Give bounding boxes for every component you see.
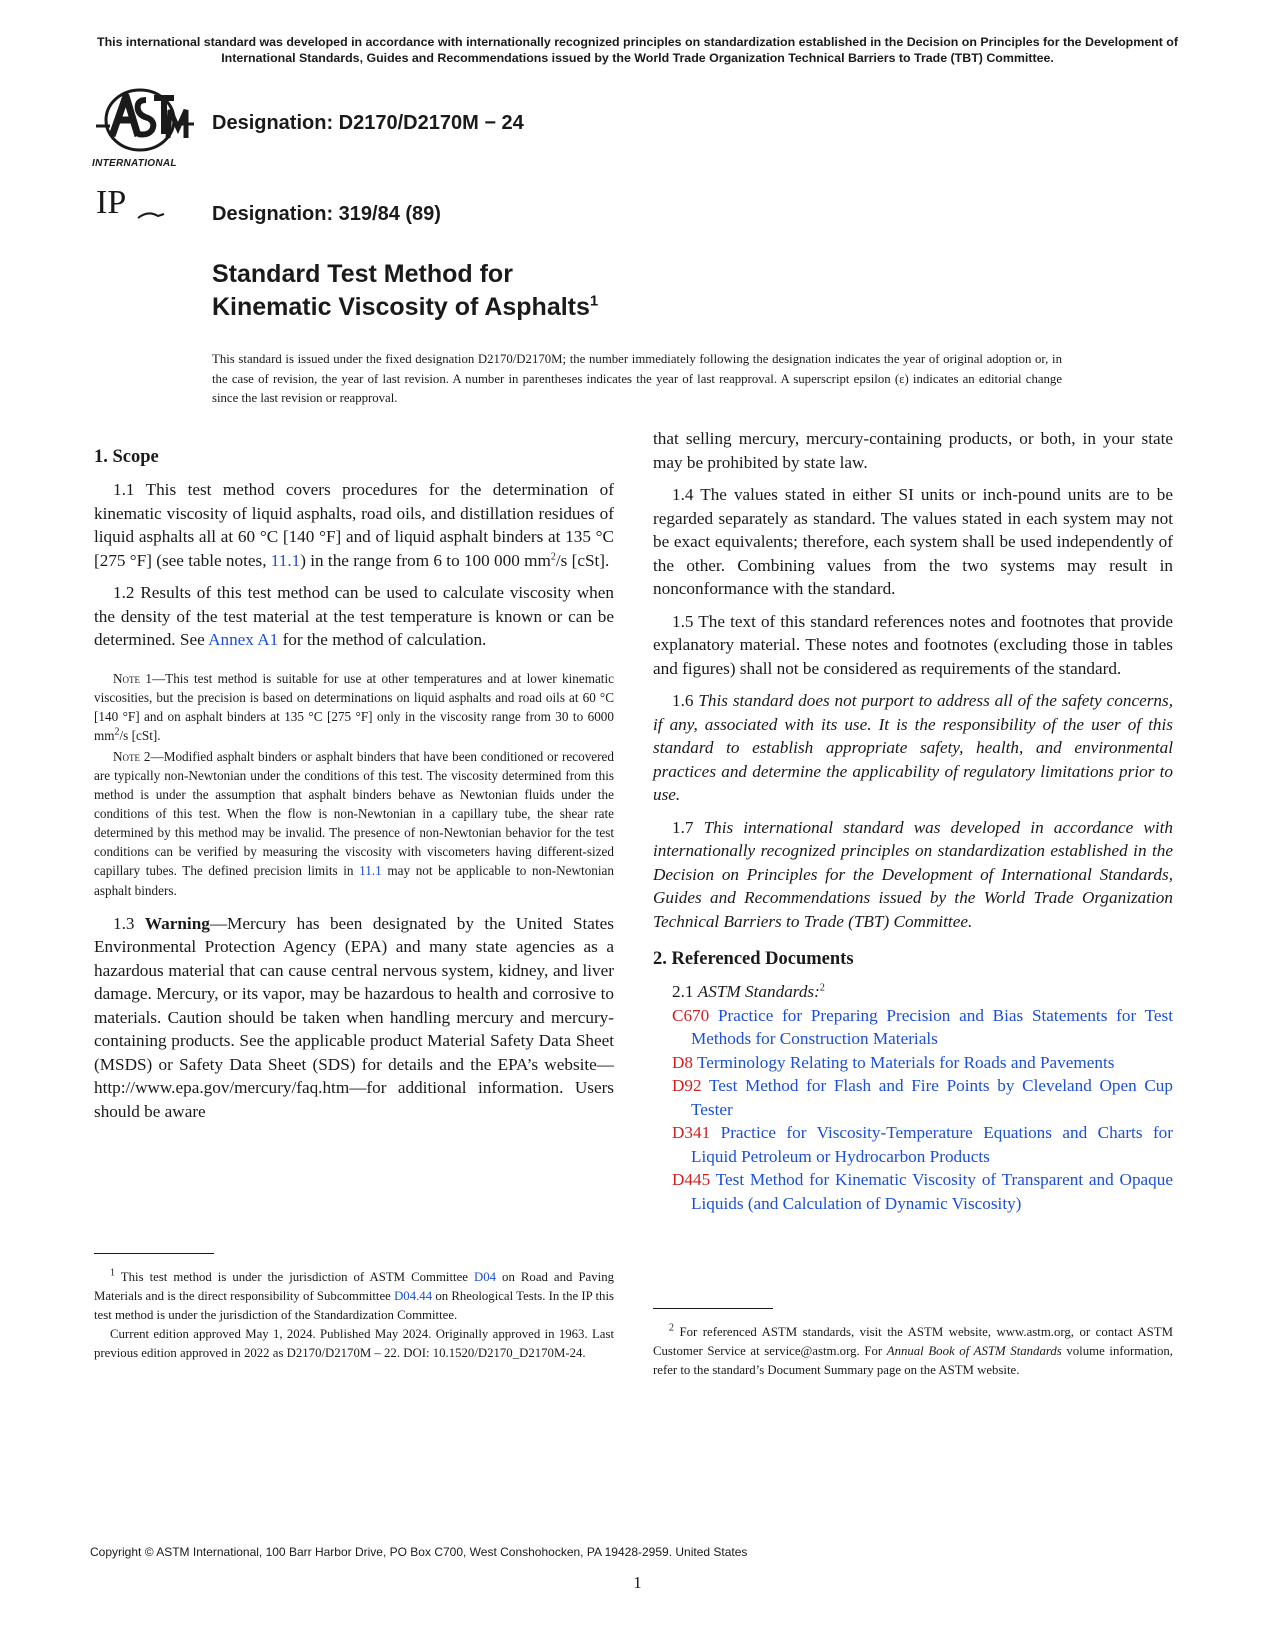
footnote-rule-left — [94, 1253, 214, 1254]
referenced-documents-heading: 2. Referenced Documents — [653, 949, 854, 969]
document-title — [212, 258, 598, 324]
note-1-label: Note 1 — [113, 670, 152, 686]
top-notice: This international standard was developed in accordance with internationally recognized principles on standardization established in the Decision on Principles for the Development of International Standards, Guides and Recommendations issued by the World Trade Organization Technical Barriers to Trade (TBT) Committee. — [97, 35, 1178, 65]
warning-label: Warning — [144, 913, 210, 933]
footnote-2: $^2$ For referenced ASTM standards, visit the ASTM website, www.astm.org, or contact ASTM Customer Service at service@astm.org. For Annual Book of ASTM Standards volume information, refer to the standard’s Document Summary page on the ASTM website. — [653, 1322, 1174, 1377]
ref-title[interactable]: Practice for Preparing Precision and Bias Statements for Test Methods for Construction Materials — [691, 1005, 1173, 1048]
para-1-3: 1.3 Warning—Mercury has been designated by the United States Environmental Protection Agency (EPA) and many state agencies as a hazardous material that can cause central nervous system, kidney, and liver damage. Mercury, or its vapor, may be hazardous to health and corrosive to materials. Caution should be taken when handling mercury and mercury-containing products. See the applicable product Material Safety Data Sheet (MSDS) or Safety Data Sheet (SDS) for details and the EPA’s website—http://www.epa.gov/mercury/faq.htm—for additional information. Users should be aware — [94, 913, 614, 1121]
ref-title[interactable]: Test Method for Flash and Fire Points by Cleveland Open Cup Tester — [691, 1076, 1173, 1119]
scope-heading: 1. Scope — [94, 447, 159, 467]
designation-astm: Designation: D2170/D2170M − 24 — [212, 112, 524, 134]
ref-item[interactable] — [672, 1004, 1173, 1051]
link-d04-44[interactable]: D04.44 — [394, 1289, 433, 1303]
ref-title[interactable]: Test Method for Kinematic Viscosity of Transparent and Opaque Liquids (and Calculation of Dynamic Viscosity) — [691, 1170, 1173, 1213]
left-column — [94, 446, 614, 1132]
ref-code[interactable]: C670 — [672, 1005, 710, 1025]
footnote-rule-right — [653, 1308, 773, 1309]
ip-logo-swoosh-icon — [136, 204, 166, 224]
note-2: Note 2—Modified asphalt binders or asphalt binders that have been conditioned or recovered are typically non-Newtonian under the conditions of this test. The viscosity determined from this method is under the assumption that asphalt binders behave as Newtonian fluids under the conditions of this test. When the flow is non-Newtonian in a capillary tube, the shear rate determined by this method may be invalid. The presence of non-Newtonian behavior for the test conditions can be verified by measuring the viscosity with viscometers having different-sized capillary tubes. The defined precision limits in 11.1 may not be applicable to non-Newtonian asphalt binders. — [94, 748, 615, 898]
para-1-5: 1.5 The text of this standard references notes and footnotes that provide explanatory material. These notes and footnotes (excluding those in tables and figures) shall not be considered as requirements of the standard. — [653, 611, 1173, 678]
copyright-footer: Copyright © ASTM International, 100 Barr Harbor Drive, PO Box C700, West Conshohocken, PA 19428-2959. United States — [90, 1545, 748, 1559]
ref-item[interactable] — [672, 1121, 1173, 1168]
ref-code[interactable]: D8 — [672, 1052, 694, 1072]
link-11-1-note[interactable]: 11.1 — [359, 863, 382, 879]
ref-item[interactable] — [672, 1074, 1173, 1121]
astm-standards-subheading: 2.1 ASTM Standards:$^2$ — [672, 982, 825, 1001]
para-1-3-continued: that selling mercury, mercury-containing products, or both, in your state may be prohibited by state law. — [653, 429, 1173, 472]
ip-logo-mark: IP — [96, 184, 127, 221]
astm-logo-caption: INTERNATIONAL — [92, 158, 177, 169]
title-line-2: Kinematic Viscosity of Asphalts — [212, 293, 590, 321]
title-line-1: Standard Test Method for — [212, 260, 513, 288]
astm-logo — [90, 86, 200, 178]
para-1-4: 1.4 The values stated in either SI units or inch-pound units are to be regarded separately as standard. The values stated in each system may not be exact equivalents; therefore, each system shall be used independently of the other. Combining values from the two systems may result in nonconformance with the standard. — [653, 485, 1173, 598]
note-2-label: Note 2 — [113, 748, 151, 764]
ref-title[interactable]: Terminology Relating to Materials for Roads and Pavements — [693, 1052, 1115, 1072]
note-1: Note 1—This test method is suitable for use at other temperatures and at lower kinematic viscosities, but the precision is based on determinations on liquid asphalts and road oils at 60 °C [140 °F] and on asphalt binders at 135 °C [275 °F] only in the viscosity range from 30 to 6000 $mm^2/s$ [cSt]. — [94, 670, 614, 743]
title-footnote-mark: 1 — [589, 292, 599, 310]
ref-title[interactable]: Practice for Viscosity-Temperature Equations and Charts for Liquid Petroleum or Hydrocarbon Products — [691, 1123, 1173, 1166]
ref-code[interactable]: D341 — [672, 1123, 711, 1142]
link-11-1[interactable]: 11.1 — [270, 550, 301, 570]
page-number: 1 — [633, 1573, 642, 1592]
ip-logo — [96, 186, 176, 228]
ref-code[interactable]: D445 — [672, 1170, 711, 1189]
ref-item[interactable] — [672, 1051, 1173, 1075]
ref-code[interactable]: D92 — [672, 1076, 702, 1095]
footnote-1: $^1$ This test method is under the jurisdiction of ASTM Committee D04 on Road and Paving Materials and is the direct responsibility of Subcommittee D04.44 on Rheological Tests. In the IP this test method is under the jurisdiction of the Standardization Committee. Current edition approved May 1, 2024. Published May 2024. Originally approved in 1963. Last previous edition approved in 2022 as D2170/D2170M – 22. DOI: 10.1520/D2170_D2170M-24. — [94, 1268, 614, 1363]
right-column — [653, 427, 1173, 1215]
para-1-2: 1.2 Results of this test method can be used to calculate viscosity when the density of the test material at the test temperature is known or can be determined. See Annex A1 for the method of calculation. — [94, 583, 614, 649]
para-1-1: 1.1 This test method covers procedures for the determination of kinematic viscosity of liquid asphalts, road oils, and distillation residues of liquid asphalts all at 60 °C [140 °F] and of liquid asphalt binders at 135 °C [275 °F] (see table notes, 11.1) in the range from 6 to 100 000 $mm^2/s$ [cSt]. — [94, 480, 614, 570]
ref-item[interactable] — [672, 1168, 1173, 1215]
para-1-7: 1.7 This international standard was developed in accordance with internationally recognized principles on standardization established in the Decision on Principles for the Development of International Standards, Guides and Recommendations issued by the World Trade Organization Technical Barriers to Trade (TBT) Committee. — [653, 817, 1173, 931]
issuance-note: This standard is issued under the fixed designation D2170/D2170M; the number immediately following the designation indicates the year of original adoption or, in the case of revision, the year of last revision. A number in parentheses indicates the year of last reapproval. A superscript epsilon (ε) indicates an editorial change since the last revision or reapproval. — [212, 352, 1062, 405]
link-annex-a1[interactable]: Annex A1 — [208, 630, 279, 649]
para-1-6: 1.6 This standard does not purport to address all of the safety concerns, if any, associated with its use. It is the responsibility of the user of this standard to establish appropriate safety, health, and environmental practices and determine the applicability of regulatory limitations prior to use. — [653, 691, 1173, 804]
link-d04[interactable]: D04 — [473, 1270, 497, 1284]
designation-ip: Designation: 319/84 (89) — [212, 203, 441, 225]
footnote-1-edition: Current edition approved May 1, 2024. Published May 2024. Originally approved in 1963. Last previous edition approved in 2022 as D2170/D2170M – 22. DOI: 10.1520/D2170_D2170M-24. — [94, 1327, 614, 1360]
